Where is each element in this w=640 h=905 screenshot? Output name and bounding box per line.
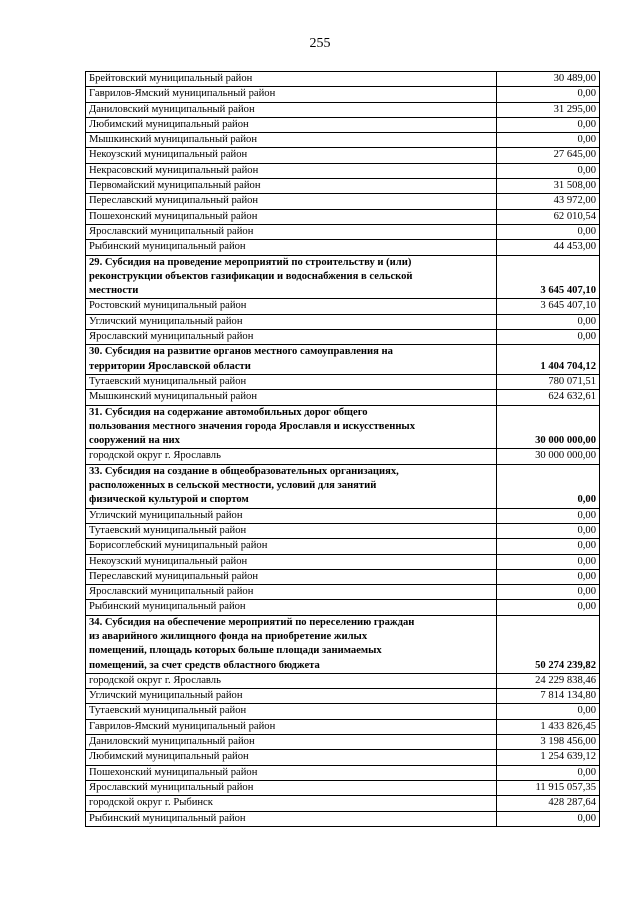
amount-cell: 7 814 134,80 [497, 689, 600, 704]
district-name-cell: Некрасовский муниципальный район [86, 163, 497, 178]
amount-cell: 0,00 [497, 554, 600, 569]
subsidy-table [85, 71, 600, 827]
table-row [86, 811, 600, 826]
district-name-cell: Ярославский муниципальный район [86, 780, 497, 795]
table-row [86, 780, 600, 795]
amount-cell: 44 453,00 [497, 240, 600, 255]
table-row [86, 750, 600, 765]
district-name-cell: Ярославский муниципальный район [86, 585, 497, 600]
section-total-cell: 30 000 000,00 [497, 405, 600, 449]
amount-cell: 0,00 [497, 585, 600, 600]
section-title-cell: 30. Субсидия на развитие органов местного самоуправления на территории Ярославской области [86, 345, 497, 375]
district-name-cell: Тутаевский муниципальный район [86, 374, 497, 389]
district-name-cell: Пошехонский муниципальный район [86, 765, 497, 780]
district-name-cell: Первомайский муниципальный район [86, 179, 497, 194]
district-name-cell: Угличский муниципальный район [86, 314, 497, 329]
table-body [86, 72, 600, 827]
table-row [86, 523, 600, 538]
table-row [86, 209, 600, 224]
district-name-cell: Некоузский муниципальный район [86, 554, 497, 569]
amount-cell: 0,00 [497, 330, 600, 345]
table-row [86, 117, 600, 132]
district-name-cell: Любимский муниципальный район [86, 117, 497, 132]
table-row [86, 390, 600, 405]
table-row [86, 539, 600, 554]
amount-cell: 27 645,00 [497, 148, 600, 163]
district-name-cell: Борисоглебский муниципальный район [86, 539, 497, 554]
amount-cell: 1 254 639,12 [497, 750, 600, 765]
table-row [86, 719, 600, 734]
table-row [86, 163, 600, 178]
district-name-cell: Угличский муниципальный район [86, 689, 497, 704]
amount-cell: 0,00 [497, 600, 600, 615]
table-row [86, 194, 600, 209]
table-row [86, 704, 600, 719]
district-name-cell: Гаврилов-Ямский муниципальный район [86, 719, 497, 734]
section-header-row [86, 615, 600, 673]
table-row [86, 600, 600, 615]
district-name-cell: Рыбинский муниципальный район [86, 600, 497, 615]
table-row [86, 148, 600, 163]
table-row [86, 179, 600, 194]
district-name-cell: Мышкинский муниципальный район [86, 133, 497, 148]
table-row [86, 569, 600, 584]
amount-cell: 11 915 057,35 [497, 780, 600, 795]
table-row [86, 330, 600, 345]
table-row [86, 240, 600, 255]
district-name-cell: Некоузский муниципальный район [86, 148, 497, 163]
district-name-cell: Даниловский муниципальный район [86, 102, 497, 117]
district-name-cell: Переславский муниципальный район [86, 569, 497, 584]
district-name-cell: Переславский муниципальный район [86, 194, 497, 209]
section-header-row [86, 464, 600, 508]
amount-cell: 0,00 [497, 508, 600, 523]
table-row [86, 87, 600, 102]
district-name-cell: Брейтовский муниципальный район [86, 72, 497, 87]
district-name-cell: Пошехонский муниципальный район [86, 209, 497, 224]
amount-cell: 43 972,00 [497, 194, 600, 209]
table-row [86, 374, 600, 389]
amount-cell: 1 433 826,45 [497, 719, 600, 734]
section-total-cell: 1 404 704,12 [497, 345, 600, 375]
amount-cell: 0,00 [497, 765, 600, 780]
section-title-cell: 33. Субсидия на создание в общеобразовательных организациях, расположенных в сельской местности, условий для занятий физической культурой и спортом [86, 464, 497, 508]
district-name-cell: Ярославский муниципальный район [86, 224, 497, 239]
amount-cell: 31 295,00 [497, 102, 600, 117]
amount-cell: 3 645 407,10 [497, 299, 600, 314]
table-row [86, 689, 600, 704]
amount-cell: 3 198 456,00 [497, 735, 600, 750]
table-row [86, 554, 600, 569]
district-name-cell: Рыбинский муниципальный район [86, 240, 497, 255]
section-header-row [86, 405, 600, 449]
section-total-cell: 50 274 239,82 [497, 615, 600, 673]
amount-cell: 624 632,61 [497, 390, 600, 405]
section-header-row [86, 345, 600, 375]
amount-cell: 0,00 [497, 133, 600, 148]
table-row [86, 224, 600, 239]
section-total-cell: 3 645 407,10 [497, 255, 600, 299]
page-number: 255 [309, 36, 331, 51]
section-title-cell: 29. Субсидия на проведение мероприятий по строительству и (или) реконструкции объектов газификации и водоснабжения в сельской местности [86, 255, 497, 299]
amount-cell: 0,00 [497, 569, 600, 584]
district-name-cell: Гаврилов-Ямский муниципальный район [86, 87, 497, 102]
table-row [86, 299, 600, 314]
section-total-cell: 0,00 [497, 464, 600, 508]
amount-cell: 0,00 [497, 314, 600, 329]
amount-cell: 0,00 [497, 87, 600, 102]
amount-cell: 428 287,64 [497, 796, 600, 811]
section-header-row [86, 255, 600, 299]
amount-cell: 0,00 [497, 117, 600, 132]
amount-cell: 0,00 [497, 811, 600, 826]
district-name-cell: Тутаевский муниципальный район [86, 704, 497, 719]
table-row [86, 508, 600, 523]
district-name-cell: городской округ г. Рыбинск [86, 796, 497, 811]
table-row [86, 102, 600, 117]
amount-cell: 0,00 [497, 163, 600, 178]
district-name-cell: Угличский муниципальный район [86, 508, 497, 523]
district-name-cell: городской округ г. Ярославль [86, 449, 497, 464]
table-row [86, 449, 600, 464]
table-row [86, 133, 600, 148]
amount-cell: 31 508,00 [497, 179, 600, 194]
district-name-cell: Любимский муниципальный район [86, 750, 497, 765]
amount-cell: 0,00 [497, 224, 600, 239]
section-title-cell: 31. Субсидия на содержание автомобильных дорог общего пользования местного значения города Ярославля и искусственных сооружений на них [86, 405, 497, 449]
table-row [86, 673, 600, 688]
amount-cell: 0,00 [497, 523, 600, 538]
table-row [86, 765, 600, 780]
amount-cell: 0,00 [497, 539, 600, 554]
section-title-cell: 34. Субсидия на обеспечение мероприятий по переселению граждан из аварийного жилищного фонда на приобретение жилых помещений, площадь которых больше площади занимаемых помещений, за счет средств областного бюджета [86, 615, 497, 673]
amount-cell: 30 489,00 [497, 72, 600, 87]
district-name-cell: Тутаевский муниципальный район [86, 523, 497, 538]
district-name-cell: Даниловский муниципальный район [86, 735, 497, 750]
table-row [86, 72, 600, 87]
district-name-cell: городской округ г. Ярославль [86, 673, 497, 688]
amount-cell: 30 000 000,00 [497, 449, 600, 464]
table-row [86, 314, 600, 329]
amount-cell: 62 010,54 [497, 209, 600, 224]
district-name-cell: Ярославский муниципальный район [86, 330, 497, 345]
amount-cell: 780 071,51 [497, 374, 600, 389]
amount-cell: 0,00 [497, 704, 600, 719]
amount-cell: 24 229 838,46 [497, 673, 600, 688]
district-name-cell: Мышкинский муниципальный район [86, 390, 497, 405]
district-name-cell: Ростовский муниципальный район [86, 299, 497, 314]
table-row [86, 796, 600, 811]
district-name-cell: Рыбинский муниципальный район [86, 811, 497, 826]
table-row [86, 585, 600, 600]
table-row [86, 735, 600, 750]
